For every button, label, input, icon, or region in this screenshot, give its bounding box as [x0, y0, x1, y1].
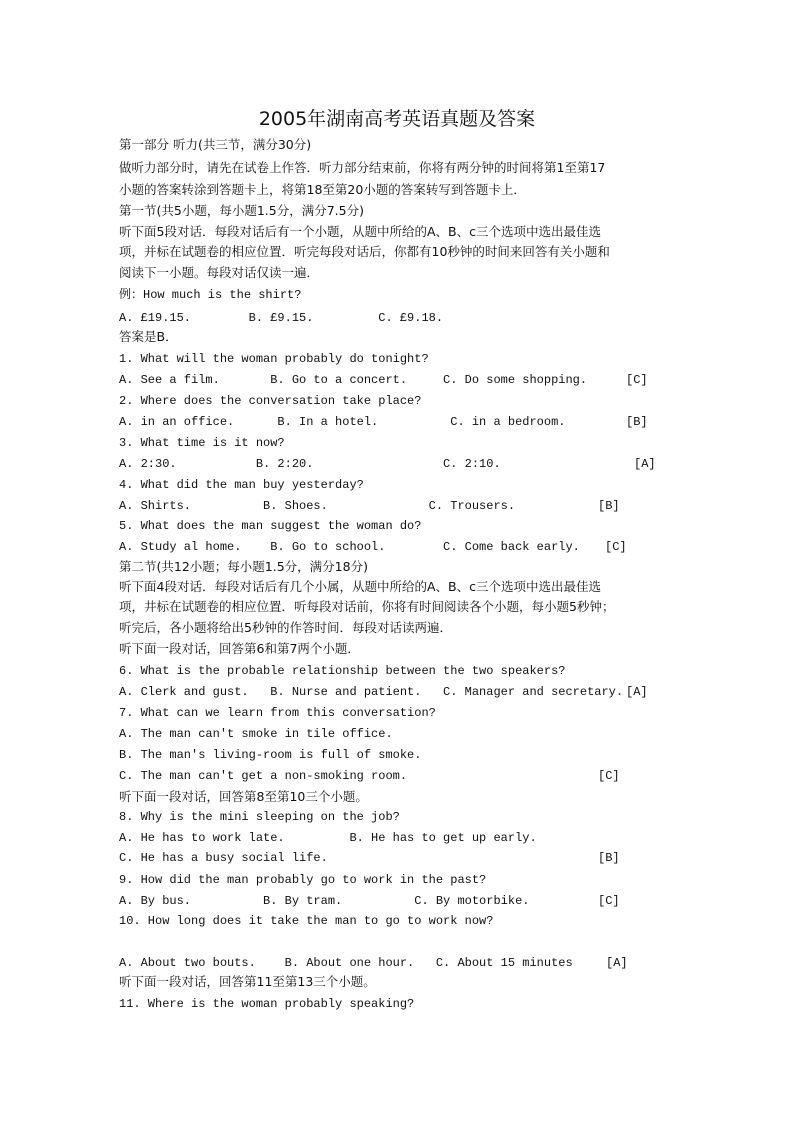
- text-line: C. The man can't get a non-smoking room.: [119, 769, 408, 783]
- text-line: 答案是B．: [119, 329, 178, 344]
- text-line: 7. What can we learn from this conversation?: [119, 706, 436, 720]
- text-line: B. The man's living-room is full of smoke.: [119, 748, 422, 762]
- text-line: 第一节(共5小题，每小题1.5分，满分7.5分): [119, 203, 364, 218]
- text-line: A. By bus. B. By tram. C. By motorbike.: [119, 894, 530, 908]
- text-line: A. About two bouts. B. About one hour. C. About 15 minutes: [119, 956, 573, 970]
- answer-key: [B]: [598, 499, 620, 513]
- text-line: 2. Where does the conversation take place?: [119, 394, 422, 408]
- text-line: A. Shirts. B. Shoes. C. Trousers.: [119, 499, 516, 513]
- text-line: 1. What will the woman probably do tonight?: [119, 352, 429, 366]
- text-line: A. The man can't smoke in tile office.: [119, 727, 393, 741]
- text-line: A. 2:30. B. 2:20. C. 2:10.: [119, 457, 501, 471]
- text-line: A. £19.15. B. £9.15. C. £9.18.: [119, 311, 444, 325]
- text-line: 5. What does the man suggest the woman do?: [119, 519, 422, 533]
- answer-key: [B]: [626, 415, 648, 429]
- text-line: 听下面4段对话．每段对话后有几个小属，从题中所给的A、B、c三个选项中选出最佳选: [119, 579, 601, 594]
- text-line: 听下面一段对话，回答第8至第10三个小题。: [119, 789, 368, 804]
- text-line: 6. What is the probable relationship between the two speakers?: [119, 664, 566, 678]
- text-line: 3. What time is it now?: [119, 436, 285, 450]
- text-line: A. in an office. B. In a hotel. C. in a bedroom.: [119, 415, 566, 429]
- answer-key: [C]: [605, 540, 627, 554]
- text-line: 听下面一段对话，回答第6和第7两个小题．: [119, 641, 360, 656]
- text-line: 11. Where is the woman probably speaking?: [119, 997, 415, 1011]
- text-line: A. Clerk and gust. B. Nurse and patient. C. Manager and secretary.: [119, 685, 624, 699]
- text-line: 听下面5段对话．每段对话后有一个小题，从题中所给的A、B、c三个选项中选出最佳选: [119, 224, 601, 239]
- text-line: 听完后，各小题将给出5秒钟的作答时间．每段对话读两遍．: [119, 620, 452, 635]
- text-line: A. He has to work late. B. He has to get up early.: [119, 831, 537, 845]
- answer-key: [C]: [598, 894, 620, 908]
- answer-key: [A]: [626, 685, 648, 699]
- text-line: 4. What did the man buy yesterday?: [119, 478, 364, 492]
- text-line: 9. How did the man probably go to work in the past?: [119, 873, 487, 887]
- text-line: 10. How long does it take the man to go to work now?: [119, 914, 494, 928]
- text-line: 项，并标在试题卷的相应位置．听完每段对话后，你都有10秒钟的时间来回答有关小题和: [119, 244, 610, 259]
- answer-key: [B]: [598, 851, 620, 865]
- answer-key: [C]: [626, 373, 648, 387]
- text-line: 第一部分 听力(共三节，满分30分): [119, 137, 312, 152]
- answer-key: [C]: [598, 769, 620, 783]
- text-line: 阅读下一小题。每段对话仅读一遍．: [119, 265, 320, 280]
- text-line: 小题的答案转涂到答题卡上，将第18至第20小题的答案转写到答题卡上．: [119, 182, 526, 197]
- text-line: 做听力部分时，请先在试卷上作答．听力部分结束前，你将有两分钟的时间将第1至第17: [119, 160, 606, 175]
- text-line: A. Study al home. B. Go to school. C. Come back early.: [119, 540, 580, 554]
- text-line: C. He has a busy social life.: [119, 851, 328, 865]
- text-line: 听下面一段对话，回答第11至第13三个小题。: [119, 974, 376, 989]
- text-line: 项，井标在试题卷的相应位置．听每段对话前，你将有时间阅读各个小题，每小题5秒钟；: [119, 599, 615, 614]
- page-title: 2005年湖南高考英语真题及答案: [258, 108, 536, 130]
- text-line: A. See a film. B. Go to a concert. C. Do some shopping.: [119, 373, 588, 387]
- text-line: 例：How much is the shirt?: [119, 288, 302, 302]
- answer-key: [A]: [634, 457, 656, 471]
- text-line: 第二节(共12小题；每小题1.5分，满分18分): [119, 559, 368, 574]
- answer-key: [A]: [606, 956, 628, 970]
- text-line: 8. Why is the mini sleeping on the job?: [119, 810, 400, 824]
